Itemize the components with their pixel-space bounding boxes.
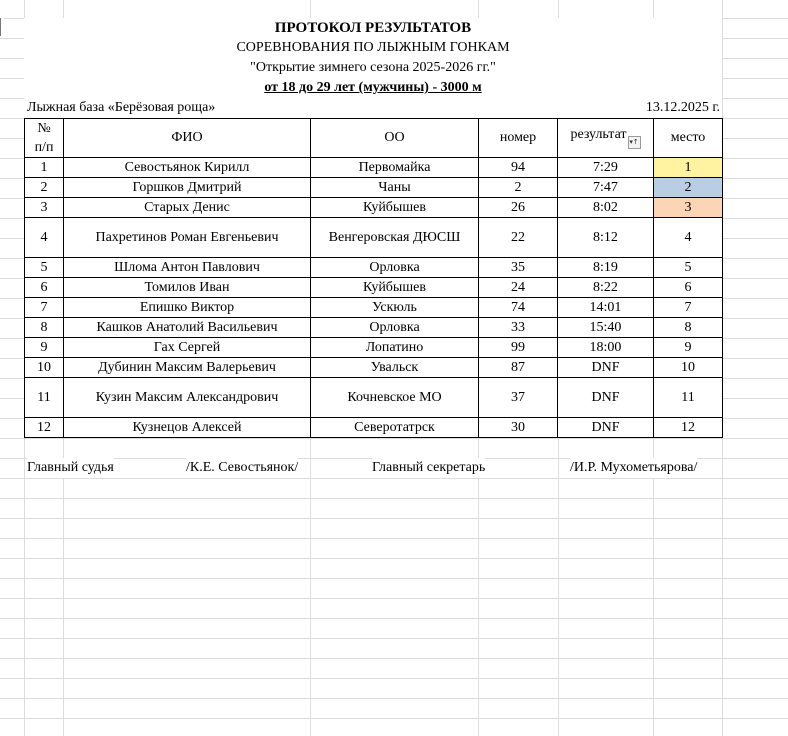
cell-name[interactable]: Кашков Анатолий Васильевич	[64, 318, 311, 338]
cell-bib[interactable]: 35	[479, 258, 558, 278]
cell-result[interactable]: 18:00	[558, 338, 654, 358]
filter-sort-icon[interactable]: ▾↑	[628, 136, 641, 149]
table-row	[25, 218, 723, 258]
cell-bib[interactable]: 99	[479, 338, 558, 358]
cell-org[interactable]: Орловка	[311, 318, 479, 338]
cell-org[interactable]: Куйбышев	[311, 198, 479, 218]
competition-subtitle[interactable]: СОРЕВНОВАНИЯ ПО ЛЫЖНЫМ ГОНКАМ	[24, 38, 722, 58]
cell-bib[interactable]: 74	[479, 298, 558, 318]
table-row	[25, 298, 723, 318]
cell-place[interactable]: 1	[654, 158, 723, 178]
cell-org[interactable]: Куйбышев	[311, 278, 479, 298]
cell-place[interactable]: 12	[654, 418, 723, 438]
cell-bib[interactable]: 2	[479, 178, 558, 198]
cell-name[interactable]: Старых Денис	[64, 198, 311, 218]
cell-org[interactable]: Ускюль	[311, 298, 479, 318]
col-header-org[interactable]: ОО	[311, 119, 479, 158]
col-header-bib[interactable]: номер	[479, 119, 558, 158]
cell-org[interactable]: Увальск	[311, 358, 479, 378]
venue-date-row	[24, 98, 722, 118]
col-header-place[interactable]: место	[654, 119, 723, 158]
results-body	[25, 158, 723, 438]
chief-judge-label[interactable]: Главный судья	[27, 458, 114, 478]
table-row	[25, 318, 723, 338]
cell-result[interactable]: 8:19	[558, 258, 654, 278]
table-header-row	[25, 119, 723, 158]
cell-name[interactable]: Пахретинов Роман Евгеньевич	[64, 218, 311, 258]
table-row	[25, 198, 723, 218]
col-header-number[interactable]	[25, 119, 64, 158]
cell-num[interactable]: 6	[25, 278, 64, 298]
cell-name[interactable]: Томилов Иван	[64, 278, 311, 298]
cell-result[interactable]: 8:02	[558, 198, 654, 218]
venue-cell[interactable]: Лыжная база «Берёзовая роща»	[27, 100, 216, 115]
col-header-result-label: результат	[570, 127, 627, 142]
cell-org[interactable]: Первомайка	[311, 158, 479, 178]
cell-place[interactable]: 9	[654, 338, 723, 358]
table-row	[25, 378, 723, 418]
cell-name[interactable]: Горшков Дмитрий	[64, 178, 311, 198]
cell-result[interactable]: 8:22	[558, 278, 654, 298]
cell-org[interactable]: Чаны	[311, 178, 479, 198]
cell-num[interactable]: 4	[25, 218, 64, 258]
cell-bib[interactable]: 26	[479, 198, 558, 218]
cell-place[interactable]: 3	[654, 198, 723, 218]
cell-org[interactable]: Северотатрск	[311, 418, 479, 438]
table-row	[25, 278, 723, 298]
chief-judge-name[interactable]: /К.Е. Севостьянок/	[186, 458, 298, 478]
cell-place[interactable]: 7	[654, 298, 723, 318]
cell-place[interactable]: 4	[654, 218, 723, 258]
results-table	[24, 118, 723, 438]
cell-cursor-mark	[0, 18, 4, 36]
cell-name[interactable]: Кузнецов Алексей	[64, 418, 311, 438]
table-row	[25, 418, 723, 438]
event-name[interactable]: "Открытие зимнего сезона 2025-2026 гг."	[24, 58, 722, 78]
chief-secretary-label[interactable]: Главный секретарь	[372, 458, 485, 478]
col-header-number-line2: п/п	[34, 140, 54, 155]
cell-place[interactable]: 11	[654, 378, 723, 418]
cell-num[interactable]: 10	[25, 358, 64, 378]
cell-result[interactable]: DNF	[558, 358, 654, 378]
cell-bib[interactable]: 24	[479, 278, 558, 298]
cell-result[interactable]: DNF	[558, 418, 654, 438]
cell-result[interactable]: 7:47	[558, 178, 654, 198]
cell-num[interactable]: 3	[25, 198, 64, 218]
cell-result[interactable]: 7:29	[558, 158, 654, 178]
cell-bib[interactable]: 30	[479, 418, 558, 438]
cell-org[interactable]: Орловка	[311, 258, 479, 278]
cell-place[interactable]: 5	[654, 258, 723, 278]
cell-result[interactable]: DNF	[558, 378, 654, 418]
cell-num[interactable]: 9	[25, 338, 64, 358]
table-row	[25, 258, 723, 278]
cell-num[interactable]: 1	[25, 158, 64, 178]
cell-result[interactable]: 14:01	[558, 298, 654, 318]
cell-num[interactable]: 8	[25, 318, 64, 338]
cell-bib[interactable]: 37	[479, 378, 558, 418]
cell-name[interactable]: Севостьянок Кирилл	[64, 158, 311, 178]
cell-result[interactable]: 15:40	[558, 318, 654, 338]
cell-place[interactable]: 2	[654, 178, 723, 198]
protocol-title[interactable]: ПРОТОКОЛ РЕЗУЛЬТАТОВ	[24, 18, 722, 38]
cell-num[interactable]: 11	[25, 378, 64, 418]
col-header-name[interactable]: ФИО	[64, 119, 311, 158]
cell-result[interactable]: 8:12	[558, 218, 654, 258]
date-cell[interactable]: 13.12.2025 г.	[645, 100, 720, 115]
cell-name[interactable]: Гах Сергей	[64, 338, 311, 358]
cell-place[interactable]: 8	[654, 318, 723, 338]
cell-num[interactable]: 2	[25, 178, 64, 198]
cell-name[interactable]: Епишко Виктор	[64, 298, 311, 318]
cell-name[interactable]: Кузин Максим Александрович	[64, 378, 311, 418]
cell-name[interactable]: Шлома Антон Павлович	[64, 258, 311, 278]
cell-bib[interactable]: 94	[479, 158, 558, 178]
table-row	[25, 358, 723, 378]
cell-name[interactable]: Дубинин Максим Валерьевич	[64, 358, 311, 378]
table-row	[25, 178, 723, 198]
category-heading[interactable]: от 18 до 29 лет (мужчины) - 3000 м	[24, 78, 722, 98]
cell-num[interactable]: 7	[25, 298, 64, 318]
cell-org[interactable]: Кочневское МО	[311, 378, 479, 418]
cell-num[interactable]: 5	[25, 258, 64, 278]
table-row	[25, 158, 723, 178]
cell-bib[interactable]: 33	[479, 318, 558, 338]
cell-org[interactable]: Лопатино	[311, 338, 479, 358]
cell-place[interactable]: 6	[654, 278, 723, 298]
cell-org[interactable]: Венгеровская ДЮСШ	[311, 218, 479, 258]
cell-bib[interactable]: 87	[479, 358, 558, 378]
col-header-number-line1: №	[37, 121, 51, 136]
cell-bib[interactable]: 22	[479, 218, 558, 258]
col-header-result[interactable]	[558, 119, 654, 158]
chief-secretary-name[interactable]: /И.Р. Мухометьярова/	[570, 458, 697, 478]
cell-place[interactable]: 10	[654, 358, 723, 378]
cell-num[interactable]: 12	[25, 418, 64, 438]
table-row	[25, 338, 723, 358]
